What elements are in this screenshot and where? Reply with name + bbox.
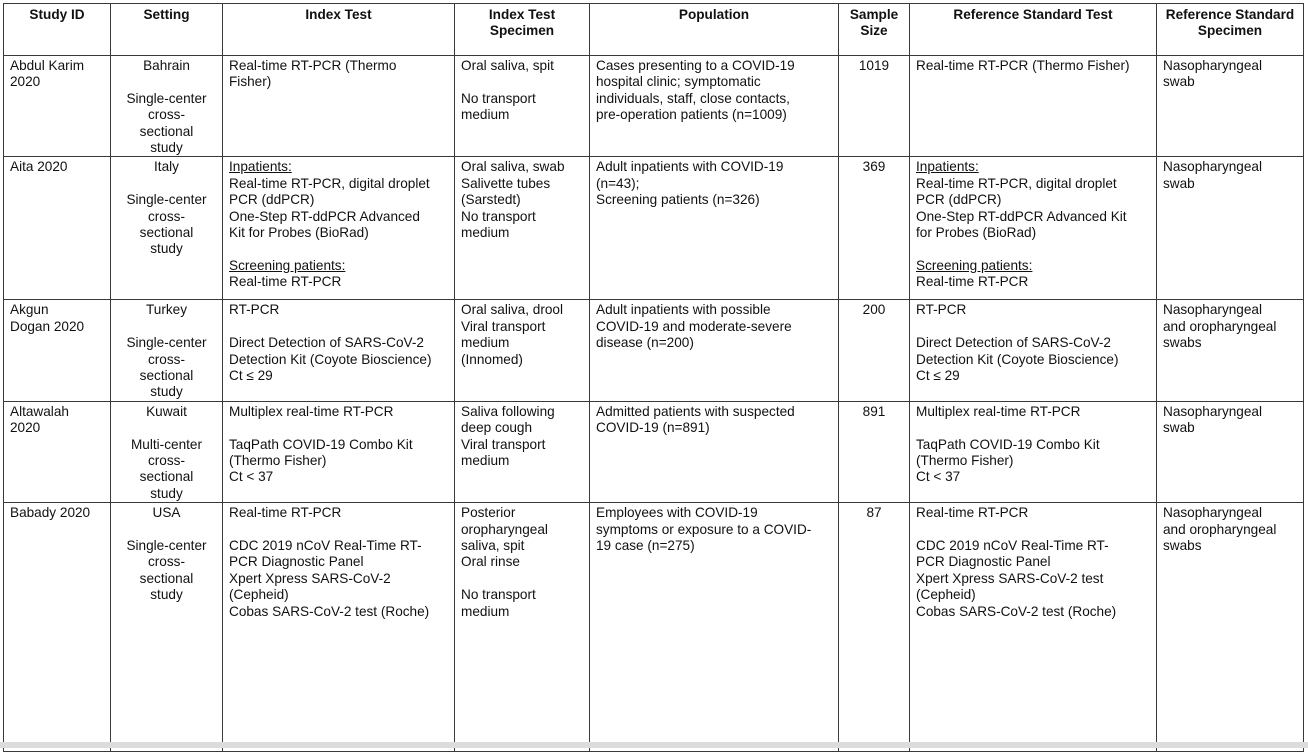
cell-line: Nasopharyngeal: [1163, 58, 1262, 73]
cell-line: cross-: [147, 453, 185, 469]
header-study-id: Study ID: [4, 4, 111, 56]
cell-line: Ct < 37: [916, 469, 961, 485]
cell-line: Screening patients:: [229, 257, 346, 273]
header-setting: Setting: [111, 4, 223, 56]
cell-index-test: [223, 401, 455, 502]
cell-line: 19 case (n=275): [596, 538, 695, 554]
cell-line: Real-time RT-PCR (Thermo: [229, 58, 397, 73]
cell-line: Altawalah: [10, 403, 69, 419]
header-index-test: Index Test: [223, 4, 455, 56]
cell-line: disease (n=200): [596, 335, 694, 351]
cell-line: cross-: [147, 351, 185, 367]
cell-reference-standard-test: [910, 300, 1157, 401]
header-reference-standard-specimen: Reference Standard Specimen: [1157, 4, 1304, 56]
cell-line: Posterior: [461, 505, 516, 521]
cell-line: One-Step RT-ddPCR Advanced: [229, 208, 420, 224]
cell-line: swabs: [1163, 335, 1202, 351]
cell-line: oropharyngeal: [461, 521, 548, 537]
cell-line: sectional: [139, 368, 194, 384]
cell-reference-standard-test: [910, 56, 1157, 157]
header-row: [4, 4, 1304, 56]
cell-line: Single-center: [126, 192, 207, 208]
cell-line: study: [150, 485, 183, 501]
cell-line: Kit for Probes (BioRad): [229, 225, 369, 241]
cell-line: Akgun: [10, 302, 49, 318]
cell-index-test: [223, 157, 455, 300]
cell-line: Real-time RT-PCR, digital droplet: [229, 175, 430, 191]
cell-index-test-specimen: [455, 401, 590, 502]
cell-line: Ct < 37: [229, 469, 274, 485]
cell-line: for Probes (BioRad): [916, 225, 1037, 241]
cell-line: Nasopharyngeal: [1163, 302, 1262, 318]
cell-line: medium: [461, 107, 510, 123]
cell-line: pre-operation patients (n=1009): [596, 107, 787, 123]
cell-sample-size: 87: [839, 503, 910, 752]
cell-line: Employees with COVID-19: [596, 505, 758, 521]
cell-line: study: [150, 140, 183, 156]
cell-setting: [111, 503, 223, 752]
cell-line: No transport: [461, 208, 536, 224]
cell-line: hospital clinic; symptomatic: [596, 74, 761, 90]
cell-line: Dogan 2020: [10, 318, 85, 334]
cell-line: PCR (ddPCR): [229, 192, 315, 208]
cell-line: Oral rinse: [461, 554, 520, 570]
cell-line: Viral transport: [461, 318, 546, 334]
cell-reference-standard-test: [910, 157, 1157, 300]
cell-reference-standard-specimen: [1157, 157, 1304, 300]
page-bottom-edge: [0, 742, 1308, 748]
cell-line: Cobas SARS-CoV-2 test (Roche): [229, 603, 430, 619]
cell-index-test-specimen: [455, 503, 590, 752]
cell-line: Detection Kit (Coyote Bioscience): [229, 351, 432, 367]
cell-line: Detection Kit (Coyote Bioscience): [916, 351, 1119, 367]
cell-line: Kuwait: [146, 403, 187, 419]
cell-reference-standard-specimen: [1157, 503, 1304, 752]
cell-line: sectional: [139, 469, 194, 485]
cell-line: deep cough: [461, 420, 533, 436]
cell-line: No transport: [461, 587, 536, 603]
cell-population: [590, 157, 839, 300]
cell-line: sectional: [139, 123, 194, 139]
cell-line: Screening patients (n=326): [596, 192, 760, 208]
cell-line: Babady 2020: [10, 505, 91, 521]
cell-line: (Innomed): [461, 351, 523, 367]
cell-line: Real-time RT-PCR: [916, 505, 1029, 521]
cell-line: and oropharyngeal: [1163, 318, 1277, 334]
cell-line: No transport: [461, 90, 536, 106]
cell-line: medium: [461, 453, 510, 469]
cell-line: Real-time RT-PCR, digital droplet: [916, 175, 1117, 191]
cell-line: Single-center: [126, 538, 207, 554]
cell-line: USA: [152, 505, 181, 521]
cell-line: Nasopharyngeal: [1163, 159, 1262, 175]
header-index-test-specimen: Index Test Specimen: [455, 4, 590, 56]
cell-line: (Thermo Fisher): [229, 453, 327, 469]
cell-line: PCR Diagnostic Panel: [916, 554, 1051, 570]
cell-study-id: [4, 56, 111, 157]
cell-line: COVID-19 (n=891): [596, 420, 710, 436]
table-row: [4, 157, 1304, 300]
cell-line: Admitted patients with suspected: [596, 403, 795, 419]
cell-line: symptoms or exposure to a COVID-: [596, 521, 812, 537]
cell-line: Ct ≤ 29: [229, 368, 273, 384]
cell-line: Adult inpatients with COVID-19: [596, 159, 784, 175]
header-sample-size: Sample Size: [839, 4, 910, 56]
cell-line: swab: [1163, 74, 1195, 90]
cell-line: TaqPath COVID-19 Combo Kit: [916, 436, 1100, 452]
cell-reference-standard-specimen: [1157, 300, 1304, 401]
cell-line: sectional: [139, 570, 194, 586]
cell-study-id: [4, 157, 111, 300]
cell-index-test-specimen: [455, 157, 590, 300]
cell-line: cross-: [147, 554, 185, 570]
cell-line: medium: [461, 603, 510, 619]
cell-line: medium: [461, 225, 510, 241]
cell-sample-size: 200: [839, 300, 910, 401]
cell-line: Direct Detection of SARS-CoV-2: [916, 335, 1111, 351]
cell-line: 2020: [10, 420, 41, 436]
cell-line: Multiplex real-time RT-PCR: [229, 403, 394, 419]
cell-line: Direct Detection of SARS-CoV-2: [229, 335, 424, 351]
cell-line: medium: [461, 335, 510, 351]
cell-population: [590, 401, 839, 502]
cell-index-test: [223, 503, 455, 752]
cell-line: Abdul Karim: [10, 58, 85, 73]
cell-sample-size: 891: [839, 401, 910, 502]
cell-index-test-specimen: [455, 56, 590, 157]
cell-line: Screening patients:: [916, 257, 1033, 273]
cell-line: and oropharyngeal: [1163, 521, 1277, 537]
cell-line: Single-center: [126, 90, 207, 106]
cell-line: 2020: [10, 74, 41, 90]
cell-line: Ct ≤ 29: [916, 368, 960, 384]
cell-study-id: [4, 300, 111, 401]
cell-reference-standard-specimen: [1157, 56, 1304, 157]
cell-line: Real-time RT-PCR: [229, 505, 342, 521]
cell-line: Italy: [154, 159, 179, 175]
table-row: [4, 401, 1304, 502]
cell-reference-standard-test: [910, 503, 1157, 752]
cell-index-test-specimen: [455, 300, 590, 401]
cell-line: RT-PCR: [916, 302, 967, 318]
cell-index-test: [223, 300, 455, 401]
cell-line: swab: [1163, 175, 1195, 191]
cell-line: Multiplex real-time RT-PCR: [916, 403, 1081, 419]
cell-setting: [111, 300, 223, 401]
study-characteristics-table: [3, 3, 1304, 752]
cell-line: Inpatients:: [229, 159, 292, 175]
cell-study-id: [4, 503, 111, 752]
cell-line: Nasopharyngeal: [1163, 505, 1262, 521]
header-reference-standard-test: Reference Standard Test: [910, 4, 1157, 56]
cell-line: Turkey: [145, 302, 188, 318]
cell-setting: [111, 157, 223, 300]
cell-line: study: [150, 241, 183, 257]
cell-line: cross-: [147, 208, 185, 224]
cell-line: RT-PCR: [229, 302, 280, 318]
cell-line: Multi-center: [130, 436, 202, 452]
cell-line: Xpert Xpress SARS-CoV-2 test (Cepheid): [916, 570, 1104, 603]
cell-line: PCR (ddPCR): [916, 192, 1002, 208]
cell-line: Xpert Xpress SARS-CoV-2: [229, 570, 391, 586]
cell-population: [590, 300, 839, 401]
cell-line: Salivette tubes: [461, 175, 551, 191]
cell-sample-size: 1019: [839, 56, 910, 157]
cell-study-id: [4, 401, 111, 502]
cell-line: (n=43);: [596, 175, 640, 191]
cell-line: CDC 2019 nCoV Real-Time RT-: [229, 538, 422, 554]
cell-line: PCR Diagnostic Panel: [229, 554, 364, 570]
cell-line: TaqPath COVID-19 Combo Kit: [229, 436, 413, 452]
cell-line: CDC 2019 nCoV Real-Time RT-: [916, 538, 1109, 554]
cell-reference-standard-test: [910, 401, 1157, 502]
cell-line: study: [150, 384, 183, 400]
cell-line: Oral saliva, drool: [461, 302, 563, 318]
cell-line: Aita 2020: [10, 159, 68, 175]
cell-line: individuals, staff, close contacts,: [596, 90, 790, 106]
cell-line: swabs: [1163, 538, 1202, 554]
cell-line: (Thermo Fisher): [916, 453, 1014, 469]
cell-line: Saliva following: [461, 403, 555, 419]
cell-line: Oral saliva, swab: [461, 159, 565, 175]
cell-line: One-Step RT-ddPCR Advanced Kit: [916, 208, 1127, 224]
cell-line: Bahrain: [143, 58, 190, 73]
cell-line: Cases presenting to a COVID-19: [596, 58, 795, 73]
cell-line: Oral saliva, spit: [461, 58, 554, 73]
cell-setting: [111, 56, 223, 157]
cell-line: (Sarstedt): [461, 192, 521, 208]
cell-setting: [111, 401, 223, 502]
table-row: [4, 56, 1304, 157]
header-population: Population: [590, 4, 839, 56]
cell-line: Fisher): [229, 74, 272, 90]
cell-line: study: [150, 587, 183, 603]
cell-line: Real-time RT-PCR: [229, 274, 342, 290]
cell-line: Nasopharyngeal: [1163, 403, 1262, 419]
cell-line: Single-center: [126, 335, 207, 351]
cell-line: Real-time RT-PCR (Thermo Fisher): [916, 58, 1130, 73]
cell-line: saliva, spit: [461, 538, 525, 554]
table-row: [4, 503, 1304, 752]
table-row: [4, 300, 1304, 401]
cell-line: Adult inpatients with possible: [596, 302, 771, 318]
cell-line: swab: [1163, 420, 1195, 436]
cell-population: [590, 56, 839, 157]
cell-population: [590, 503, 839, 752]
cell-line: cross-: [147, 107, 185, 123]
cell-line: COVID-19 and moderate-severe: [596, 318, 792, 334]
cell-sample-size: 369: [839, 157, 910, 300]
cell-line: sectional: [139, 225, 194, 241]
cell-line: Cobas SARS-CoV-2 test (Roche): [916, 603, 1117, 619]
cell-line: Inpatients:: [916, 159, 979, 175]
cell-line: Real-time RT-PCR: [916, 274, 1029, 290]
cell-reference-standard-specimen: [1157, 401, 1304, 502]
cell-line: (Cepheid): [229, 587, 289, 603]
cell-index-test: [223, 56, 455, 157]
cell-line: Viral transport: [461, 436, 546, 452]
